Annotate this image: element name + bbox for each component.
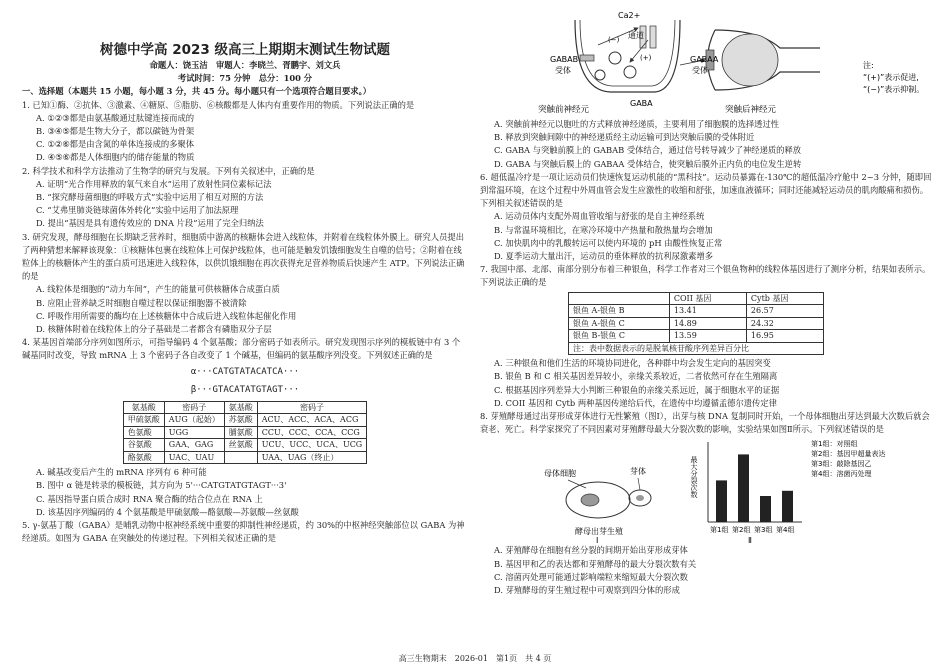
max-division-chart bbox=[690, 442, 802, 534]
header-cell: COII 基因 bbox=[669, 292, 746, 305]
table-row bbox=[123, 439, 366, 452]
gaba-a-label: GABAA bbox=[690, 55, 719, 64]
chart-bar bbox=[782, 491, 793, 522]
table-cell: 色氨酸 bbox=[123, 426, 164, 439]
q5-option-d: D. GABA 与突触后膜上的 GABAA 受体结合，使突触后膜外正内负的电位发生逆转 bbox=[494, 158, 802, 169]
minus-sign-label: (−) bbox=[608, 36, 620, 44]
table-cell: GAA、GAG bbox=[164, 439, 224, 452]
table-cell: 谷氨酸 bbox=[123, 439, 164, 452]
table-row bbox=[569, 317, 824, 330]
table-cell: ACU、ACC、ACA、ACG bbox=[257, 414, 366, 427]
chart-category-label: 第2组 bbox=[732, 526, 751, 535]
q8-option-a: A. 芽殖酵母在细胞有丝分裂的间期开始出芽形成芽体 bbox=[494, 545, 688, 556]
table-cell: 16.95 bbox=[746, 330, 823, 343]
q5-stem: 5. γ-氨基丁酸（GABA）是哺乳动物中枢神经系统中重要的抑制性神经递质，约 30%的中枢神经突触部位以 GABA 为神经递质。如图为 GABA 在突触处的传递过程。下列相关叙述正确的是 bbox=[22, 519, 465, 544]
q6-option-b: B. 与常温环境相比，在寒冷环境中产热量和散热量均会增加 bbox=[494, 224, 713, 235]
channel-label: 通道 bbox=[628, 31, 644, 40]
q4-option-c: C. 基因指导蛋白质合成时 RNA 聚合酶的结合位点在 RNA 上 bbox=[36, 493, 263, 504]
figure1-number: Ⅰ bbox=[596, 536, 599, 545]
q8-stem: 8. 芽殖酵母通过出芽形成芽体进行无性繁殖（图Ⅰ），出芽与核 DNA 复制同时开始，一个母体细胞出芽达到最大次数后就会衰老、死亡。科学家探究了不同因素对芽殖酵母最大分裂次数的影响，实验结果如图Ⅱ所示。下列叙述错误的是 bbox=[480, 410, 930, 435]
yeast-figure bbox=[480, 436, 935, 544]
plus-sign-label: (+) bbox=[640, 54, 652, 62]
table-row bbox=[569, 305, 824, 318]
table-cell: 14.89 bbox=[669, 317, 746, 330]
chart-bar bbox=[738, 455, 749, 523]
chart-bar bbox=[760, 496, 771, 522]
bud-label: 芽体 bbox=[630, 467, 646, 477]
gaba-b-label: GABAB bbox=[550, 55, 579, 64]
synapse-figure bbox=[480, 0, 935, 118]
table-cell: 银鱼 A-银鱼 C bbox=[569, 317, 670, 330]
exam-info: 考试时间：75 分钟 总分：100 分 bbox=[177, 73, 313, 84]
q8-option-d: D. 芽殖酵母的芽生殖过程中可观察到四分体的形成 bbox=[494, 584, 680, 595]
q7-option-c: C. 根据基因序列差异大小判断三种银鱼的亲缘关系远近，属于细胞水平的证据 bbox=[494, 384, 780, 395]
legend-item: 第2组：基因甲超量表达 bbox=[811, 450, 886, 459]
q1-option-b: B. ③④⑤都是生物大分子，都以碳链为骨架 bbox=[36, 126, 195, 137]
table-cell: UAA、UAG（终止） bbox=[257, 451, 366, 464]
q2-option-c: C. “艾弗里肺炎链球菌体外转化”实验中运用了加法原理 bbox=[36, 205, 239, 216]
q6-option-d: D. 夏季运动大量出汗，运动员的垂体释放的抗利尿激素增多 bbox=[494, 251, 714, 262]
q8-option-b: B. 基因甲和乙的表达都和芽殖酵母的最大分裂次数有关 bbox=[494, 558, 697, 569]
q2-option-b: B. “探究酵母菌细胞的呼吸方式”实验中运用了相互对照的方法 bbox=[36, 192, 264, 203]
q3-stem: 3. 研究发现，酵母细胞在长期缺乏营养时，细胞质中游离的核糖体会进入线粒体，并附着在线粒体外膜上。研究人员提出了两种猜想来解释该现象：①核糖体包裹在线粒体上可保护线粒体，也可能是触发饥饿细胞发生自噬的信号；②附着在线粒体上的核糖体产生的蛋白质可迅速进入线粒体，以供饥饿细胞在再次获得充足营养物质后快速产生 ATP。下列说法正确的是 bbox=[22, 231, 465, 282]
q3-option-d: D. 核糖体附着在线粒体上的分子基础是二者都含有磷脂双分子层 bbox=[36, 324, 272, 335]
q6-option-c: C. 加快肌肉中的乳酸转运可以使内环境的 pH 由酸性恢复正常 bbox=[494, 237, 723, 248]
table-row bbox=[123, 426, 366, 439]
codon-table bbox=[123, 401, 367, 465]
budding-yeast-diagram bbox=[480, 436, 935, 544]
header-cell: Cytb 基因 bbox=[746, 292, 823, 305]
calcium-label: Ca2+ bbox=[618, 11, 641, 20]
page-title: 树德中学高 2023 级高三上期期末测试生物试题 bbox=[100, 42, 390, 58]
table-row bbox=[123, 414, 366, 427]
authors: 命题人：饶玉洁 审题人：李晓兰、胥鹏宇、刘文兵 bbox=[149, 60, 341, 70]
table-cell: 酪氨酸 bbox=[123, 451, 164, 464]
q5-option-a: A. 突触前神经元以胞吐的方式释放神经递质，主要利用了细胞膜的选择透过性 bbox=[494, 119, 780, 129]
chart-category-label: 第1组 bbox=[710, 526, 729, 535]
q8-option-c: C. 溶菌丙处理可能通过影响端粒来缩短最大分裂次数 bbox=[494, 571, 688, 582]
q1-stem: 1. 已知①酶、②抗体、③激素、④糖原、⑤脂肪、⑥核酸都是人体内有重要作用的物质。下列说法正确的是 bbox=[22, 99, 415, 110]
q2-option-d: D. 提出“基因是具有遗传效应的 DNA 片段”运用了完全归纳法 bbox=[36, 218, 264, 229]
table-cell: 苏氨酸 bbox=[224, 414, 257, 427]
dna-alpha-strand: α···CATGTATACATCA··· bbox=[190, 366, 300, 377]
table-cell: 13.41 bbox=[669, 305, 746, 318]
note-title: 注: bbox=[863, 61, 874, 70]
q7-option-d: D. COII 基因和 Cytb 两种基因传递给后代，在遗传中均遵循孟德尔遗传定律 bbox=[494, 397, 777, 408]
note-inhibit: “(−)”表示抑制。 bbox=[863, 85, 925, 94]
table-cell: 26.57 bbox=[746, 305, 823, 318]
table-cell: 脯氨酸 bbox=[224, 426, 257, 439]
table-cell: UCU、UCC、UCA、UCG bbox=[257, 439, 366, 452]
silverfish-table-header bbox=[569, 292, 824, 305]
note-promote: “(+)”表示促进, bbox=[863, 73, 919, 82]
gaba-a-receptor-label: 受体 bbox=[692, 66, 708, 75]
q3-option-c: C. 呼吸作用所需要的酶均在上述核糖体中合成后进入线粒体起催化作用 bbox=[36, 310, 297, 321]
legend-item: 第4组：溶菌丙处理 bbox=[811, 470, 872, 479]
mother-cell-label: 母体细胞 bbox=[544, 469, 576, 479]
table-cell: UAC、UAU bbox=[164, 451, 224, 464]
q5-option-b: B. 释放到突触间隙中的神经递质经主动运输可到达突触后膜的受体附近 bbox=[494, 132, 755, 143]
q4-stem: 4. 某基因首端部分序列如图所示，可指导编码 4 个氨基酸；部分密码子如表所示。研究发现图示序列的模板链中有 3 个碱基同时改变，导致 mRNA 上 3 个密码子各自改变了 1 个碱基，但编码的氨基酸序列没变。下列叙述正确的是 bbox=[22, 337, 461, 361]
table-cell: 银鱼 A-银鱼 B bbox=[569, 305, 670, 318]
q5-option-c: C. GABA 与突触前膜上的 GABAB 受体结合，通过信号转导减少了神经递质的释放 bbox=[494, 145, 802, 156]
q4-option-d: D. 该基因序列编码的 4 个氨基酸是甲硫氨酸—酪氨酸—苏氨酸—丝氨酸 bbox=[36, 506, 299, 517]
gaba-label: GABA bbox=[630, 99, 653, 108]
q2-stem: 2. 科学技术和科学方法推动了生物学的研究与发展。下列有关叙述中，正确的是 bbox=[22, 165, 315, 176]
right-column bbox=[480, 0, 935, 597]
q1-option-d: D. ④⑤⑥都是人体细胞内的储存能量的物质 bbox=[36, 152, 195, 163]
table-cell: 丝氨酸 bbox=[224, 439, 257, 452]
q3-option-b: B. 应阻止营养缺乏时细胞自噬过程以保证细胞器不被清除 bbox=[36, 297, 247, 308]
silverfish-table bbox=[568, 292, 824, 356]
q7-option-a: A. 三种银鱼和他们生活的环境协同进化，各种群中均会发生定向的基因突变 bbox=[494, 358, 771, 369]
q3-option-a: A. 线粒体是细胞的“动力车间”，产生的能量可供核糖体合成蛋白质 bbox=[36, 284, 280, 295]
page-footer: 高三生物期末 2026-01 第1页 共 4 页 bbox=[398, 654, 552, 663]
table-cell: 甲硫氨酸 bbox=[123, 414, 164, 427]
table-note: 注：表中数据表示的是脱氧核苷酸序列差异百分比 bbox=[569, 342, 824, 355]
q1-option-a: A. ①②③都是由氨基酸通过肽键连接而成的 bbox=[36, 112, 195, 123]
chart-category-label: 第3组 bbox=[754, 526, 773, 535]
header-cell: 密码子 bbox=[257, 401, 366, 414]
q2-option-a: A. 证明“光合作用释放的氧气来自水”运用了放射性同位素标记法 bbox=[36, 178, 272, 189]
table-cell bbox=[224, 451, 257, 464]
synapse-diagram bbox=[480, 0, 935, 118]
q7-option-b: B. 银鱼 B 和 C 相关基因差异较小，亲缘关系较近，二者依然可存在生殖隔离 bbox=[494, 371, 778, 382]
table-cell: 13.59 bbox=[669, 330, 746, 343]
figure2-number: Ⅱ bbox=[748, 536, 752, 545]
q4-option-b: B. 图中 α 链是转录的模板链，其方向为 5'···CATGTATGTAGT···3' bbox=[36, 480, 287, 491]
left-column bbox=[22, 0, 468, 545]
table-row bbox=[123, 451, 366, 464]
q7-stem: 7. 我国中部、北部、南部分别分布着三种银鱼，科学工作者对三个银鱼物种的线粒体基因进行了测序分析，结果如表所示。下列说法正确的是 bbox=[480, 264, 931, 288]
gaba-b-receptor-label: 受体 bbox=[555, 66, 571, 75]
chart-bar bbox=[716, 481, 727, 523]
section-heading: 一、选择题（本题共 15 小题，每小题 3 分，共 45 分。每小题只有一个选项符合题目要求。） bbox=[22, 86, 372, 97]
header-cell bbox=[569, 292, 670, 305]
header-cell: 氨基酸 bbox=[123, 401, 164, 414]
legend-item: 第1组：对照组 bbox=[811, 440, 858, 449]
chart-y-axis-label: 最大分裂次数 bbox=[690, 456, 698, 499]
table-cell: 银鱼 B-银鱼 C bbox=[569, 330, 670, 343]
figure1-caption: 酵母出芽生殖 bbox=[575, 527, 623, 537]
chart-category-label: 第4组 bbox=[776, 526, 795, 535]
header-cell: 氨基酸 bbox=[224, 401, 257, 414]
codon-table-header bbox=[123, 401, 366, 414]
header-cell: 密码子 bbox=[164, 401, 224, 414]
table-cell: AUG（起始） bbox=[164, 414, 224, 427]
q6-stem: 6. 超低温冷疗是一项让运动员们快速恢复运动机能的“黑科技”。运动员暴露在-130℃的超低温冷疗舱中 2~3 分钟，随即回到常温环境，在这个过程中外周血管会发生应激性的收缩和舒张，加速血液循环；同时还能减轻运动员的肌肉酸痛和损伤。下列相关叙述错误的是 bbox=[480, 171, 932, 209]
dna-beta-strand: β···GTACATATGTAGT··· bbox=[190, 384, 300, 395]
legend-item: 第3组：敲除基因乙 bbox=[811, 460, 872, 469]
presynaptic-neuron-label: 突触前神经元 bbox=[538, 105, 590, 115]
q4-option-a: A. 碱基改变后产生的 mRNA 序列有 6 种可能 bbox=[36, 467, 207, 478]
table-cell: UGG bbox=[164, 426, 224, 439]
table-cell: CCU、CCC、CCA、CCG bbox=[257, 426, 366, 439]
q1-option-c: C. ①②⑥都是由含氮的单体连接成的多聚体 bbox=[36, 139, 195, 150]
table-row bbox=[569, 342, 824, 355]
postsynaptic-neuron-label: 突触后神经元 bbox=[725, 105, 777, 115]
table-row bbox=[569, 330, 824, 343]
q6-option-a: A. 运动员体内支配外周血管收缩与舒张的是自主神经系统 bbox=[494, 211, 705, 222]
table-cell: 24.32 bbox=[746, 317, 823, 330]
